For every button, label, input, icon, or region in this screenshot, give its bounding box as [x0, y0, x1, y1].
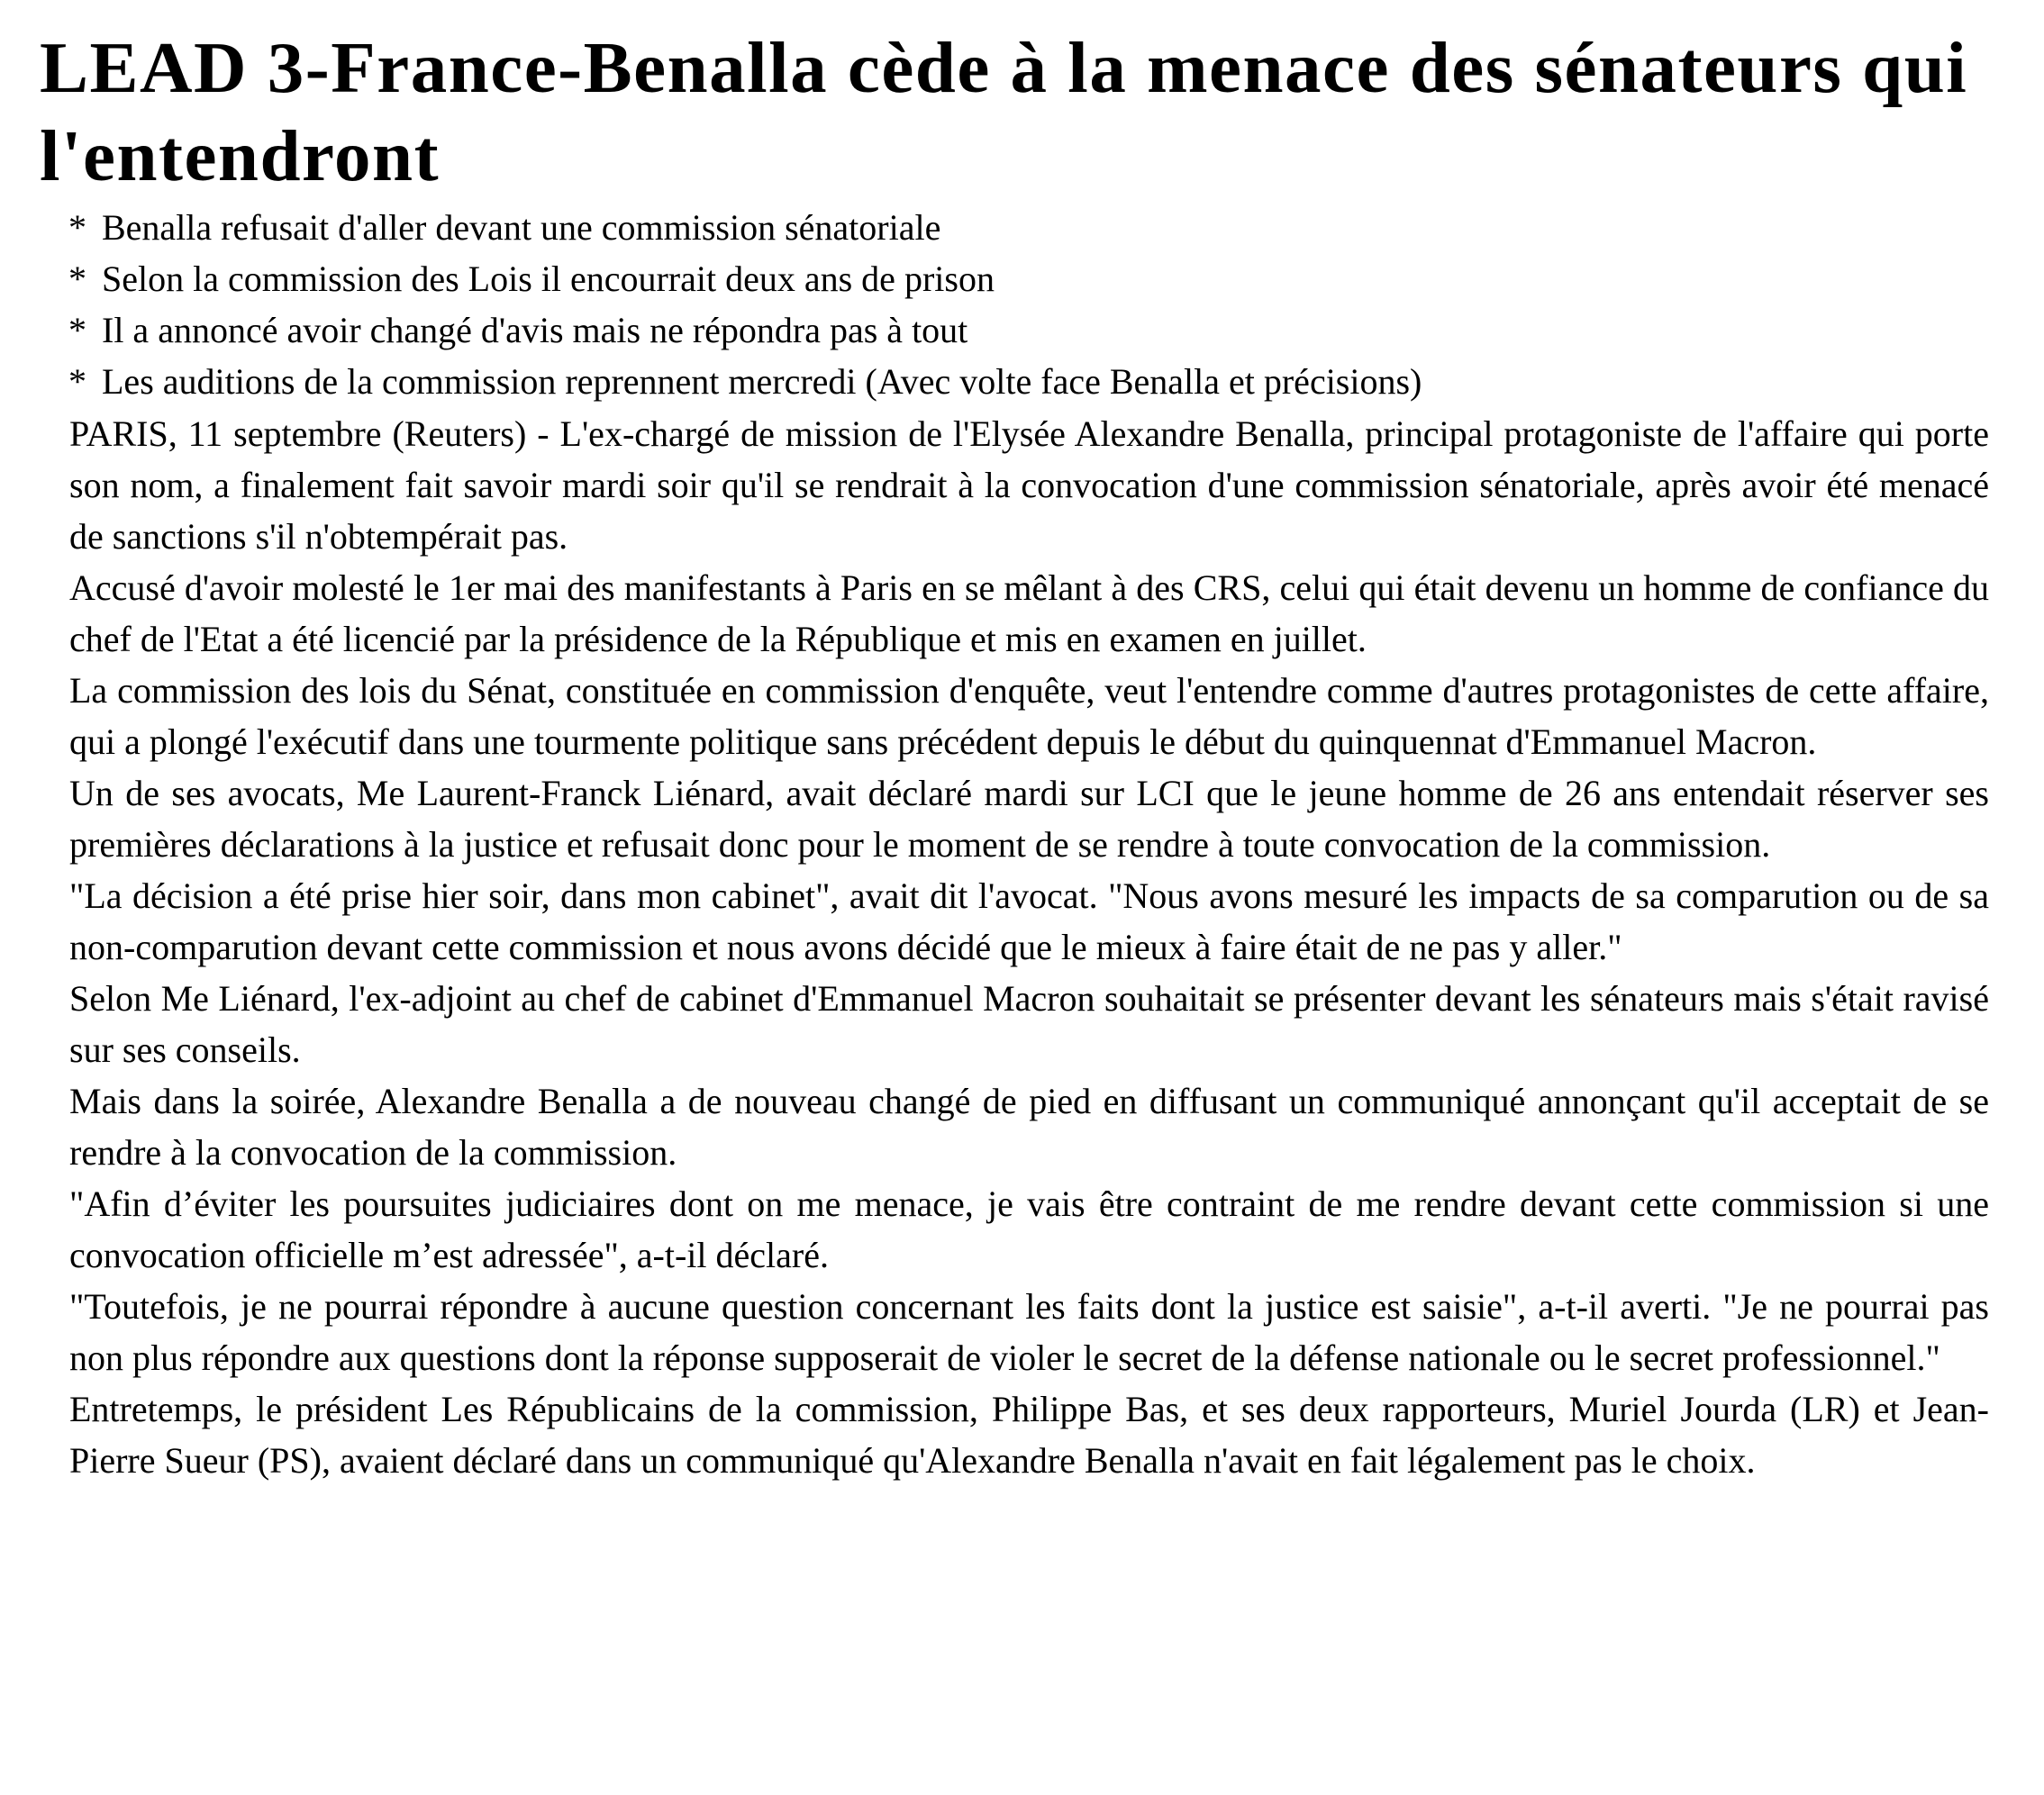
bullet-marker: *: [68, 258, 86, 299]
paragraph-quote: "La décision a été prise hier soir, dans mon cabinet", avait dit l'avocat. "Nous avons mesuré les impacts de sa comparution ou de sa non-comparution devant cette commission et nous avons décidé que le mieux à faire était de ne pas y aller.": [69, 875, 1989, 967]
bullet-item: [68, 202, 1422, 253]
bullet-marker: *: [68, 207, 86, 248]
paragraph-quote: "Afin d’éviter les poursuites judiciaires dont on me menace, je vais être contraint de me rendre devant cette commission si une convocation officielle m’est adressée", a-t-il déclaré.: [69, 1183, 1989, 1275]
paragraph: Selon Me Liénard, l'ex-adjoint au chef de cabinet d'Emmanuel Macron souhaitait se présenter devant les sénateurs mais s'était ravisé sur ses conseils.: [69, 978, 1989, 1070]
bullet-item: [68, 253, 1422, 304]
summary-bullets: [68, 202, 1422, 407]
paragraph-quote: "Toutefois, je ne pourrai répondre à aucune question concernant les faits dont la justice est saisie", a-t-il averti. "Je ne pourrai pas non plus répondre aux questions dont la réponse supposerait de violer le secret de la défense nationale ou le secret professionnel.": [69, 1286, 1989, 1378]
bullet-text: Les auditions de la commission reprennent mercredi (Avec volte face Benalla et précisions): [102, 361, 1422, 402]
bullet-item: [68, 304, 1422, 356]
bullet-marker: *: [68, 361, 86, 402]
paragraph: Mais dans la soirée, Alexandre Benalla a de nouveau changé de pied en diffusant un communiqué annonçant qu'il acceptait de se rendre à la convocation de la commission.: [69, 1081, 1989, 1173]
paragraph: Un de ses avocats, Me Laurent-Franck Liénard, avait déclaré mardi sur LCI que le jeune homme de 26 ans entendait réserver ses premières déclarations à la justice et refusait donc pour le moment de se rendre à toute convocation de la commission.: [69, 773, 1989, 865]
bullet-text: Selon la commission des Lois il encourrait deux ans de prison: [102, 258, 995, 299]
paragraph: La commission des lois du Sénat, constituée en commission d'enquête, veut l'entendre comme d'autres protagonistes de cette affaire, qui a plongé l'exécutif dans une tourmente politique sans précédent depuis le début du quinquennat d'Emmanuel Macron.: [69, 670, 1989, 762]
headline: LEAD 3-France-Benalla cède à la menace des sénateurs qui l'entendront: [40, 27, 1968, 196]
bullet-text: Benalla refusait d'aller devant une commission sénatoriale: [102, 207, 941, 248]
paragraph: Accusé d'avoir molesté le 1er mai des manifestants à Paris en se mêlant à des CRS, celui qui était devenu un homme de confiance du chef de l'Etat a été licencié par la présidence de la République et mis en examen en juillet.: [69, 567, 1989, 659]
bullet-item: [68, 356, 1422, 407]
bullet-marker: *: [68, 310, 86, 350]
bullet-text: Il a annoncé avoir changé d'avis mais ne répondra pas à tout: [102, 310, 968, 350]
paragraph: Entretemps, le président Les Républicains de la commission, Philippe Bas, et ses deux rapporteurs, Muriel Jourda (LR) et Jean-Pierre Sueur (PS), avaient déclaré dans un communiqué qu'Alexandre Benalla n'avait en fait légalement pas le choix.: [69, 1389, 1989, 1481]
paragraph-dateline: PARIS, 11 septembre (Reuters) - L'ex-chargé de mission de l'Elysée Alexandre Benalla, principal protagoniste de l'affaire qui porte son nom, a finalement fait savoir mardi soir qu'il se rendrait à la convocation d'une commission sénatoriale, après avoir été menacé de sanctions s'il n'obtempérait pas.: [69, 413, 1989, 557]
article-body: [69, 408, 1989, 1486]
